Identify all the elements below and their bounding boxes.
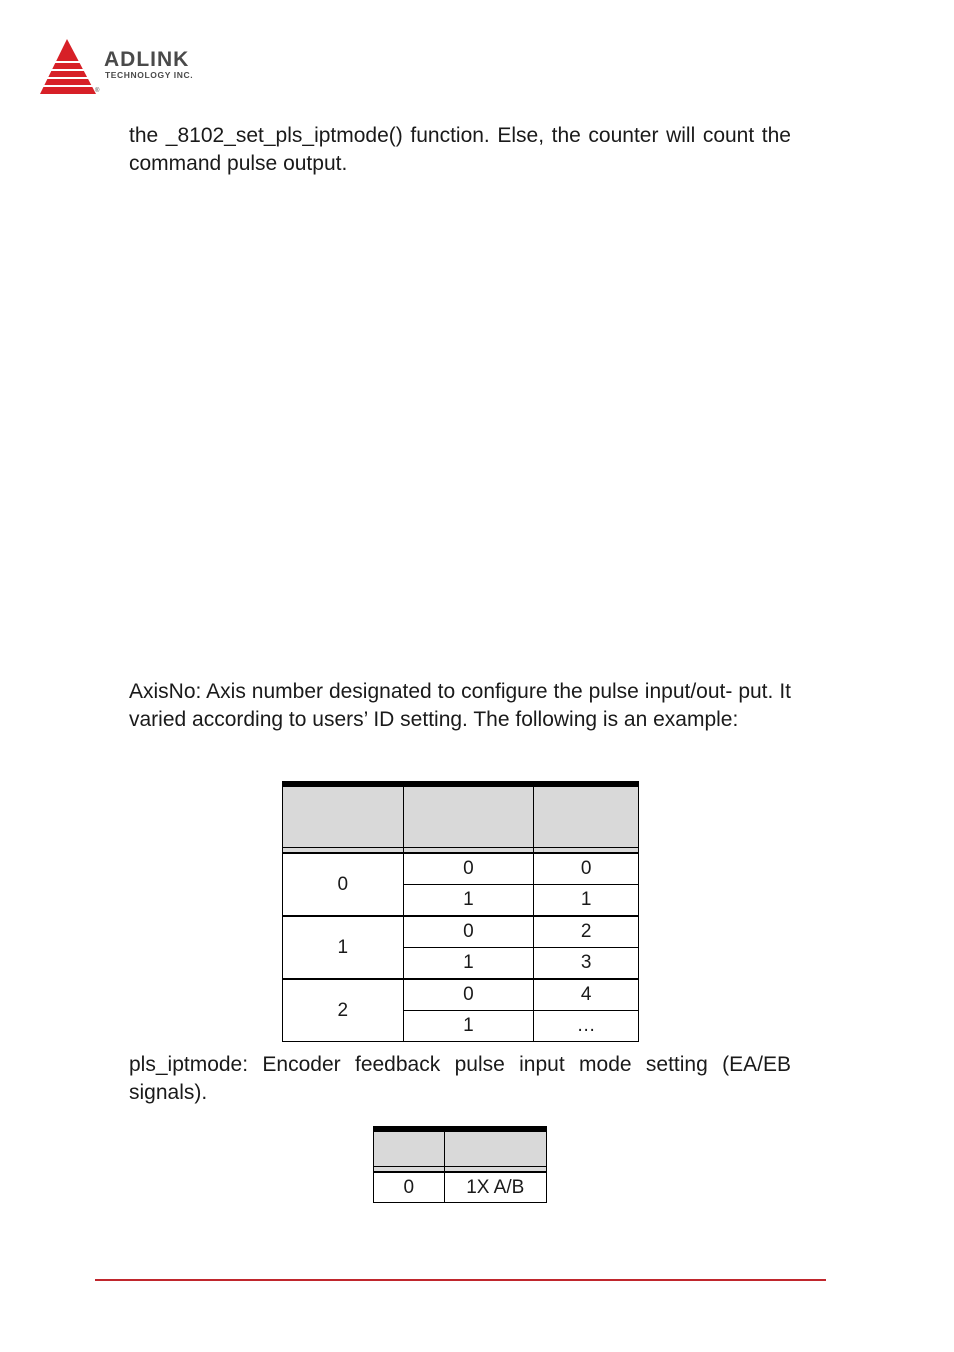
axisno-paragraph: AxisNo: Axis number designated to configure the pulse input/out- put. It varied according to users’ ID setting. The following is an example: (129, 680, 791, 731)
adlink-logo (38, 36, 238, 98)
card-id-cell: 0 (283, 853, 404, 916)
axisno-cell: 4 (534, 979, 639, 1011)
axisno-cell: 0 (534, 853, 639, 885)
table-row (283, 916, 639, 948)
footer-rule (95, 1279, 826, 1281)
header-cell (534, 784, 639, 848)
card-id-cell: 1 (283, 916, 404, 979)
header-cell (403, 784, 534, 848)
axis-cell: 1 (403, 885, 534, 917)
axisno-cell: … (534, 1011, 639, 1042)
axis-cell: 1 (403, 1011, 534, 1042)
logo-subtitle: TECHNOLOGY INC. (105, 70, 194, 80)
pls-iptmode-paragraph: pls_iptmode: Encoder feedback pulse input mode setting (EA/EB signals). (129, 1053, 791, 1104)
table-header-row (374, 1129, 547, 1167)
table-row (374, 1172, 547, 1203)
table-row (283, 979, 639, 1011)
axis-cell: 0 (403, 916, 534, 948)
axisno-cell: 1 (534, 885, 639, 917)
registered-mark: ® (95, 88, 100, 94)
axisno-cell: 3 (534, 948, 639, 980)
axisno-cell: 2 (534, 916, 639, 948)
mode-value-cell: 0 (374, 1172, 445, 1203)
table-header-row (283, 784, 639, 848)
intro-paragraph: the _8102_set_pls_iptmode() function. Else, the counter will count the command pulse output. (129, 124, 791, 175)
axis-cell: 0 (403, 853, 534, 885)
mode-name-cell: 1X A/B (444, 1172, 546, 1203)
card-id-cell: 2 (283, 979, 404, 1042)
table-row (283, 853, 639, 885)
header-cell (283, 784, 404, 848)
input-mode-table (373, 1126, 547, 1203)
axis-cell: 1 (403, 948, 534, 980)
axis-cell: 0 (403, 979, 534, 1011)
logo-wordmark: ADLINK (104, 48, 190, 71)
header-cell (374, 1129, 445, 1167)
header-cell (444, 1129, 546, 1167)
adlink-triangle-icon (38, 36, 100, 98)
axis-number-table (282, 781, 639, 1042)
